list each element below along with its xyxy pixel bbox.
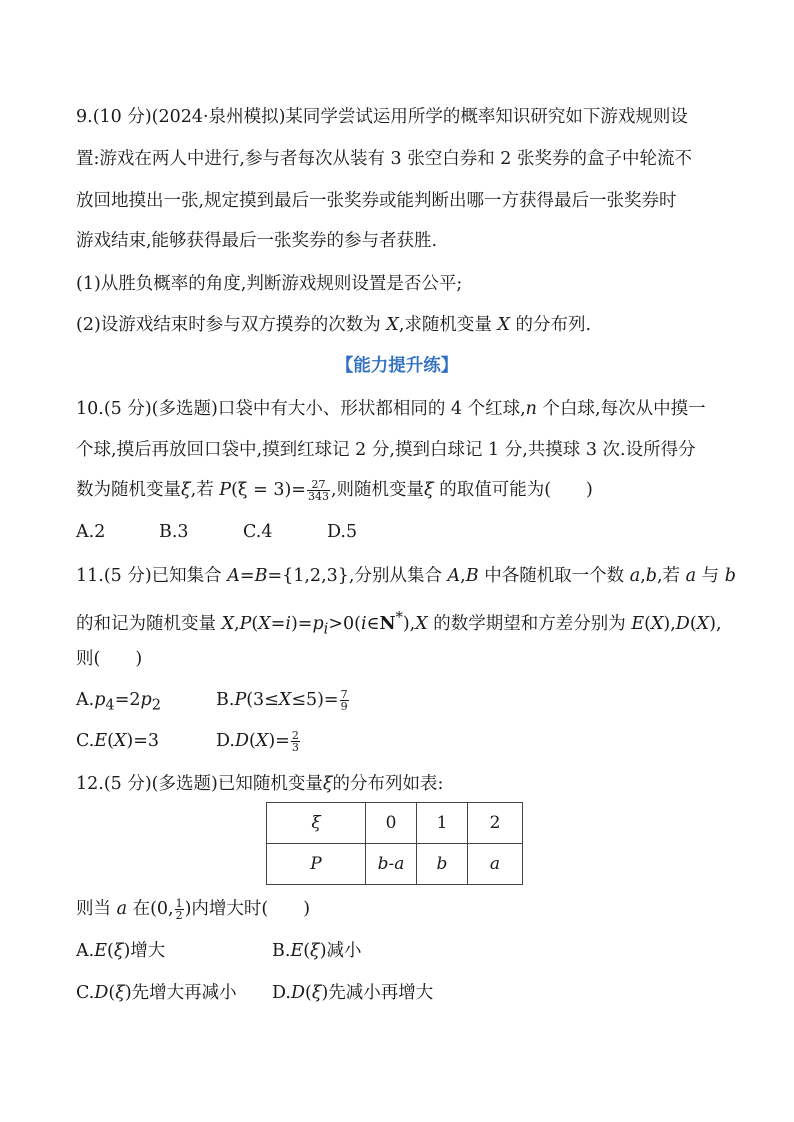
q11-option-c: C.E(X)=3 <box>76 731 160 751</box>
q11-line-3: 则( ) <box>76 649 143 669</box>
q11-option-d: D.D(X)= $\frac{2}{3}$ <box>216 729 299 754</box>
table-row <box>267 803 523 844</box>
table-cell: b <box>417 844 468 885</box>
fraction: $\frac{2}{3}$ <box>291 729 299 754</box>
table-cell: 2 <box>468 803 523 844</box>
q11-line-1: 11.(5 分)已知集合 A=B={1,2,3},分别从集合 A,B 中各随机取一个数 a,b,若 a 与 b <box>76 566 736 586</box>
q9-line-3: 放回地摸出一张,规定摸到最后一张奖券或能判断出哪一方获得最后一张奖券时 <box>76 191 677 211</box>
distribution-table <box>266 802 523 885</box>
table-cell: a <box>468 844 523 885</box>
q10-option-d: D.5 <box>327 522 358 542</box>
q10-line-1: 10.(5 分)(多选题)口袋中有大小、形状都相同的 4 个红球,n 个白球,每次从中摸一 <box>76 399 706 419</box>
fraction: $\frac{27}{343}$ <box>307 478 329 503</box>
table-cell: 1 <box>417 803 468 844</box>
q9-line-2: 置:游戏在两人中进行,参与者每次从装有 3 张空白券和 2 张奖券的盒子中轮流不 <box>76 149 692 169</box>
q10-line-3: 数为随机变量ξ,若 P(ξ = 3)= $\frac{27}{343}$ ,则随机变量ξ 的取值可能为( ) <box>76 478 593 503</box>
fraction: $\frac{7}{9}$ <box>340 688 348 713</box>
q12-option-b: B.E(ξ)减小 <box>272 941 362 961</box>
q10-option-c: C.4 <box>243 522 273 542</box>
q9-subquestion-1: (1)从胜负概率的角度,判断游戏规则设置是否公平; <box>76 274 463 294</box>
q10-option-b: B.3 <box>159 522 189 542</box>
q12-option-d: D.D(ξ)先减小再增大 <box>272 983 434 1003</box>
table-cell: P <box>267 844 366 885</box>
section-title: 【能力提升练】 <box>335 356 459 376</box>
q10-line-2: 个球,摸后再放回口袋中,摸到红球记 2 分,摸到白球记 1 分,共摸球 3 次.设所得分 <box>76 440 696 460</box>
q12-option-c: C.D(ξ)先增大再减小 <box>76 983 237 1003</box>
q11-option-a: $A.p_4=2p_2$ <box>76 690 161 714</box>
q12-line-1: 12.(5 分)(多选题)已知随机变量ξ的分布列如表: <box>76 774 444 794</box>
table-cell: ξ <box>267 803 366 844</box>
q12-line-2: 则当 a 在(0, $\frac{1}{2}$ )内增大时( ) <box>76 897 311 922</box>
q12-option-a: A.E(ξ)增大 <box>76 941 166 961</box>
q9-line-4: 游戏结束,能够获得最后一张奖券的参与者获胜. <box>76 231 438 251</box>
table-cell: b-a <box>366 844 417 885</box>
fraction: $\frac{1}{2}$ <box>175 897 183 922</box>
q11-option-b: B.P(3≤X≤5)= $\frac{7}{9}$ <box>216 688 348 713</box>
q10-option-a: A.2 <box>76 522 106 542</box>
q9-subquestion-2: (2)设游戏结束时参与双方摸券的次数为 X,求随机变量 X 的分布列. <box>76 315 592 335</box>
q11-line-2: 的和记为随机变量 $X,P(X=i)=p_i>0(i\in N^*),X$ 的数学期望和方差分别为 E(X),D(X), <box>76 609 722 638</box>
table-cell: 0 <box>366 803 417 844</box>
q9-line-1: 9.(10 分)(2024·泉州模拟)某同学尝试运用所学的概率知识研究如下游戏规则设 <box>76 107 688 127</box>
table-row <box>267 844 523 885</box>
